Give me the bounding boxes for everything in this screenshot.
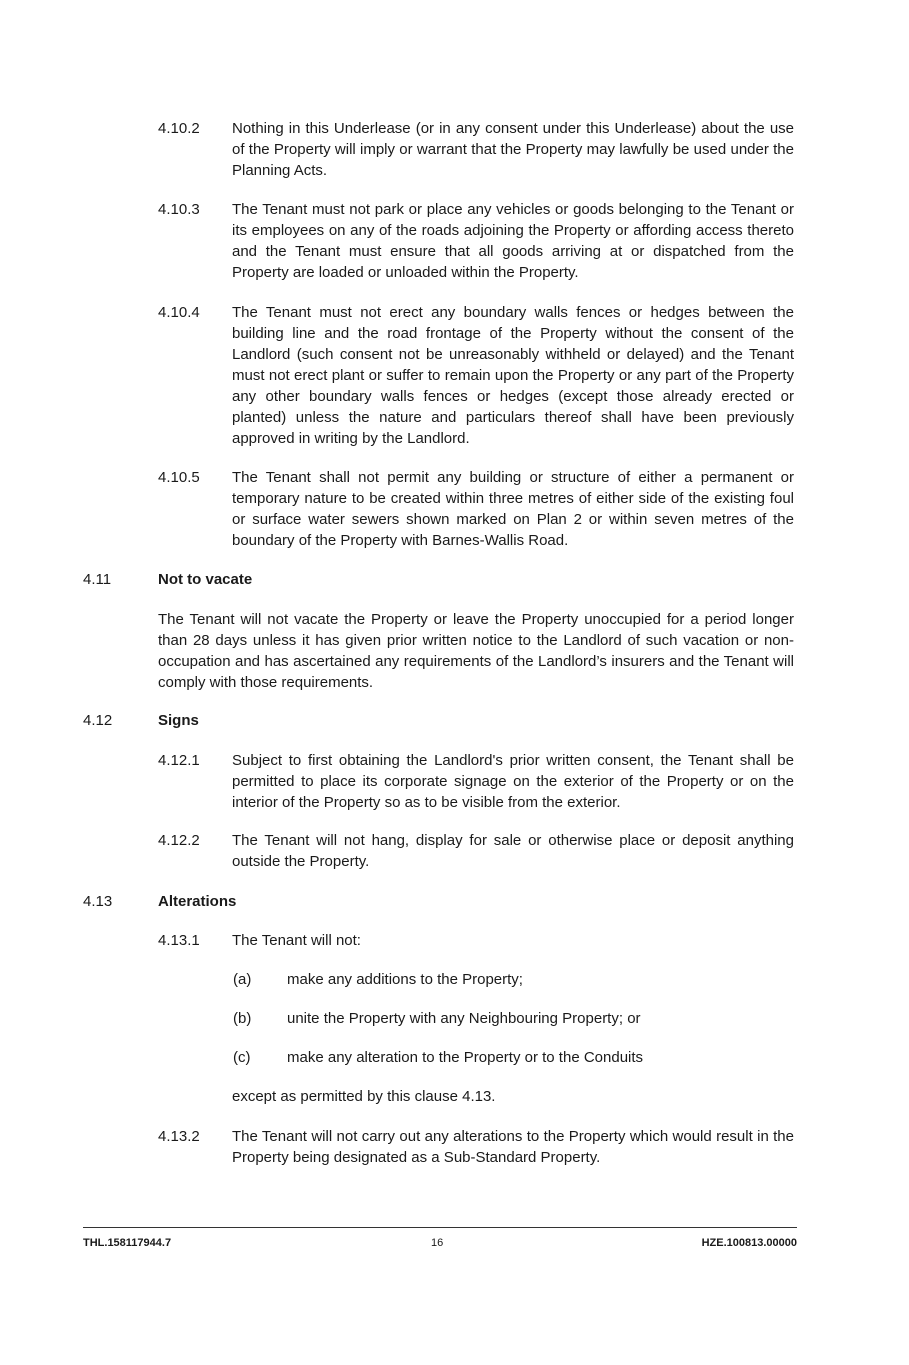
list-item-label: (a): [233, 971, 252, 988]
clause-number-4-12-2: 4.12.2: [158, 832, 200, 849]
clause-number-4-11: 4.11: [83, 571, 112, 588]
list-item-text: make any additions to the Property;: [287, 971, 523, 988]
clause-text-4-13-2: The Tenant will not carry out any alterations to the Property which would result in the Property being designated as a Sub-Standard Property.: [232, 1128, 794, 1166]
clause-tail-4-13-1: except as permitted by this clause 4.13.: [232, 1088, 496, 1105]
footer-document-reference: THL.158117944.7: [83, 1237, 172, 1249]
list-item-text: make any alteration to the Property or to the Conduits: [287, 1049, 644, 1066]
clause-text-4-10-3: The Tenant must not park or place any vehicles or goods belonging to the Tenant or its employees on any of the roads adjoining the Property or affording access thereto and the Tenant must ensure that all goods arriving at or dispatched from the Property are loaded or unloaded within the Property.: [232, 201, 794, 281]
clause-number-4-13: 4.13: [83, 893, 113, 910]
footer-page-number: 16: [431, 1237, 444, 1249]
footer-divider: [83, 1227, 797, 1228]
clause-number-4-12: 4.12: [83, 712, 113, 729]
clause-number-4-10-3: 4.10.3: [158, 201, 200, 218]
list-item-label: (c): [233, 1049, 251, 1066]
list-item-text: unite the Property with any Neighbouring Property; or: [287, 1010, 641, 1027]
clause-number-4-12-1: 4.12.1: [158, 752, 200, 769]
clause-number-4-13-2: 4.13.2: [158, 1128, 200, 1145]
clause-number-4-10-5: 4.10.5: [158, 469, 200, 486]
clause-text-4-12-2: The Tenant will not hang, display for sale or otherwise place or deposit anything outside the Property.: [232, 832, 794, 870]
clause-text-4-11: The Tenant will not vacate the Property or leave the Property unoccupied for a period longer than 28 days unless it has given prior written notice to the Landlord of such vacation or non-occupation and has ascertained any requirements of the Landlord’s insurers and the Tenant will comply with those requirements.: [158, 611, 794, 691]
clause-number-4-10-4: 4.10.4: [158, 304, 200, 321]
footer-matter-reference: HZE.100813.00000: [701, 1237, 797, 1249]
clause-text-4-12-1: Subject to first obtaining the Landlord's prior written consent, the Tenant shall be permitted to place its corporate signage on the exterior of the Property or on the interior of the Property so as to be visible from the exterior.: [232, 752, 794, 811]
clause-text-4-10-4: The Tenant must not erect any boundary walls fences or hedges between the building line and the road frontage of the Property without the consent of the Landlord (such consent not be unreasonably withheld or delayed) and the Tenant must not erect plant or suffer to remain upon the Property or any part of the Property any other boundary walls fences or hedges (except those already erected or planted) unless the nature and particulars thereof shall have been previously approved in writing by the Landlord.: [232, 304, 794, 447]
clause-text-4-10-5: The Tenant shall not permit any building or structure of either a permanent or temporary nature to be created within three metres of either side of the existing foul or surface water sewers shown marked on Plan 2 or within seven metres of the boundary of the Property with Barnes-Wallis Road.: [232, 469, 794, 549]
clause-heading-not-to-vacate: Not to vacate: [158, 571, 253, 588]
clause-text-4-13-1: The Tenant will not:: [232, 932, 361, 949]
clause-number-4-13-1: 4.13.1: [158, 932, 200, 949]
clause-text-4-10-2: Nothing in this Underlease (or in any consent under this Underlease) about the use of the Property will imply or warrant that the Property may lawfully be used under the Planning Acts.: [232, 120, 794, 179]
clause-number-4-10-2: 4.10.2: [158, 120, 200, 137]
list-item-label: (b): [233, 1010, 252, 1027]
clause-heading-alterations: Alterations: [158, 893, 237, 910]
clause-heading-signs: Signs: [158, 712, 199, 729]
